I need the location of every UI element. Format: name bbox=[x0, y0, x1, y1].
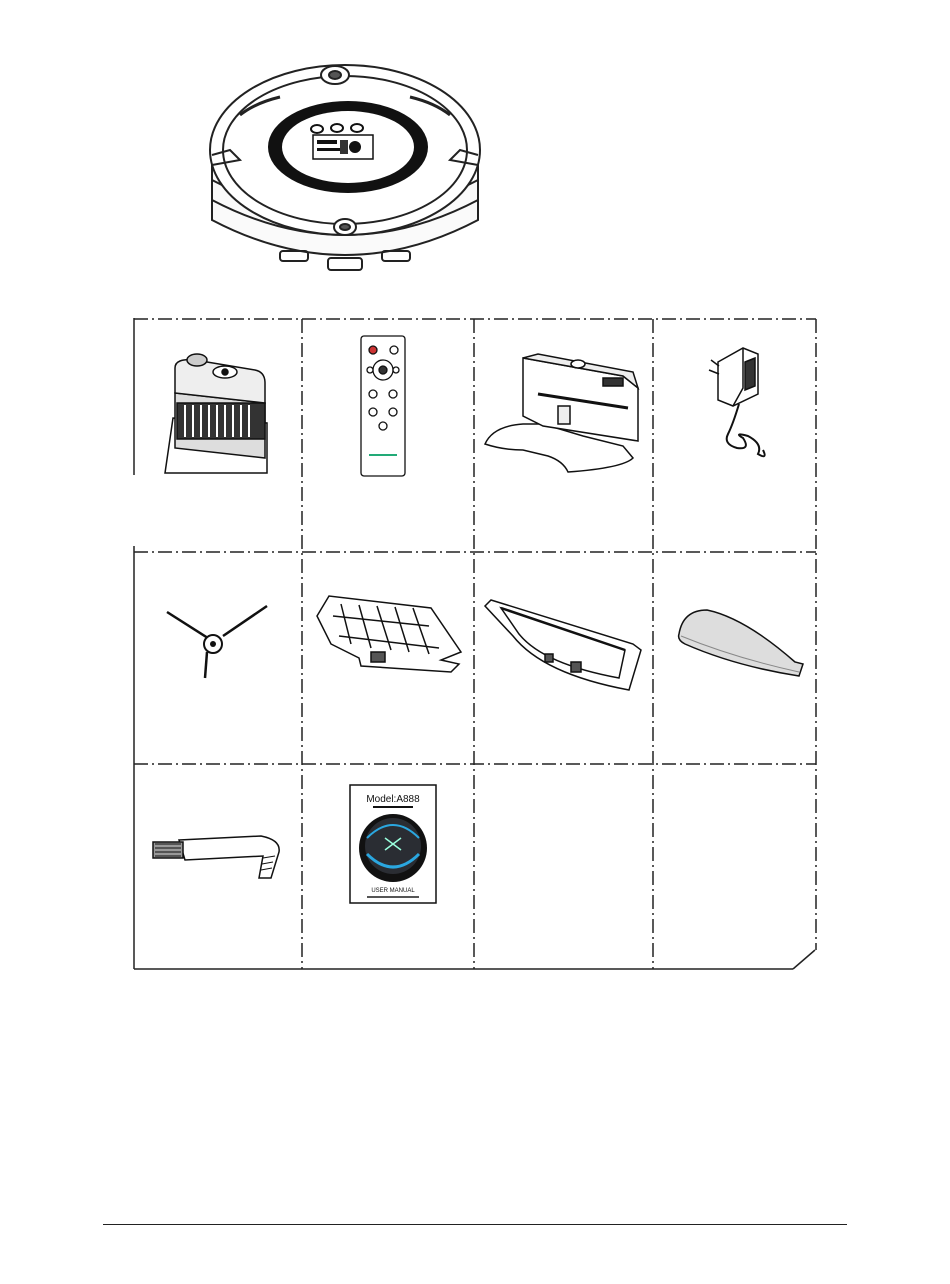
power-adapter-icon bbox=[703, 344, 773, 464]
charging-dock-icon bbox=[483, 346, 643, 476]
side-brush-icon bbox=[161, 600, 273, 680]
manual-footer-text: USER MANUAL bbox=[371, 888, 415, 894]
footer-rule bbox=[103, 1224, 847, 1225]
accessories-grid bbox=[133, 318, 817, 970]
cleaning-brush-icon bbox=[151, 812, 281, 882]
mop-holder-icon bbox=[483, 592, 643, 692]
user-manual-icon bbox=[349, 784, 437, 904]
primary-filter-icon bbox=[311, 586, 466, 686]
manual-model-text: Model:A888 bbox=[366, 794, 420, 805]
mop-cloth-icon bbox=[675, 606, 805, 678]
virtual-wall-icon bbox=[155, 348, 280, 478]
remote-control-icon bbox=[358, 334, 408, 479]
robot-vacuum-icon bbox=[200, 55, 490, 285]
